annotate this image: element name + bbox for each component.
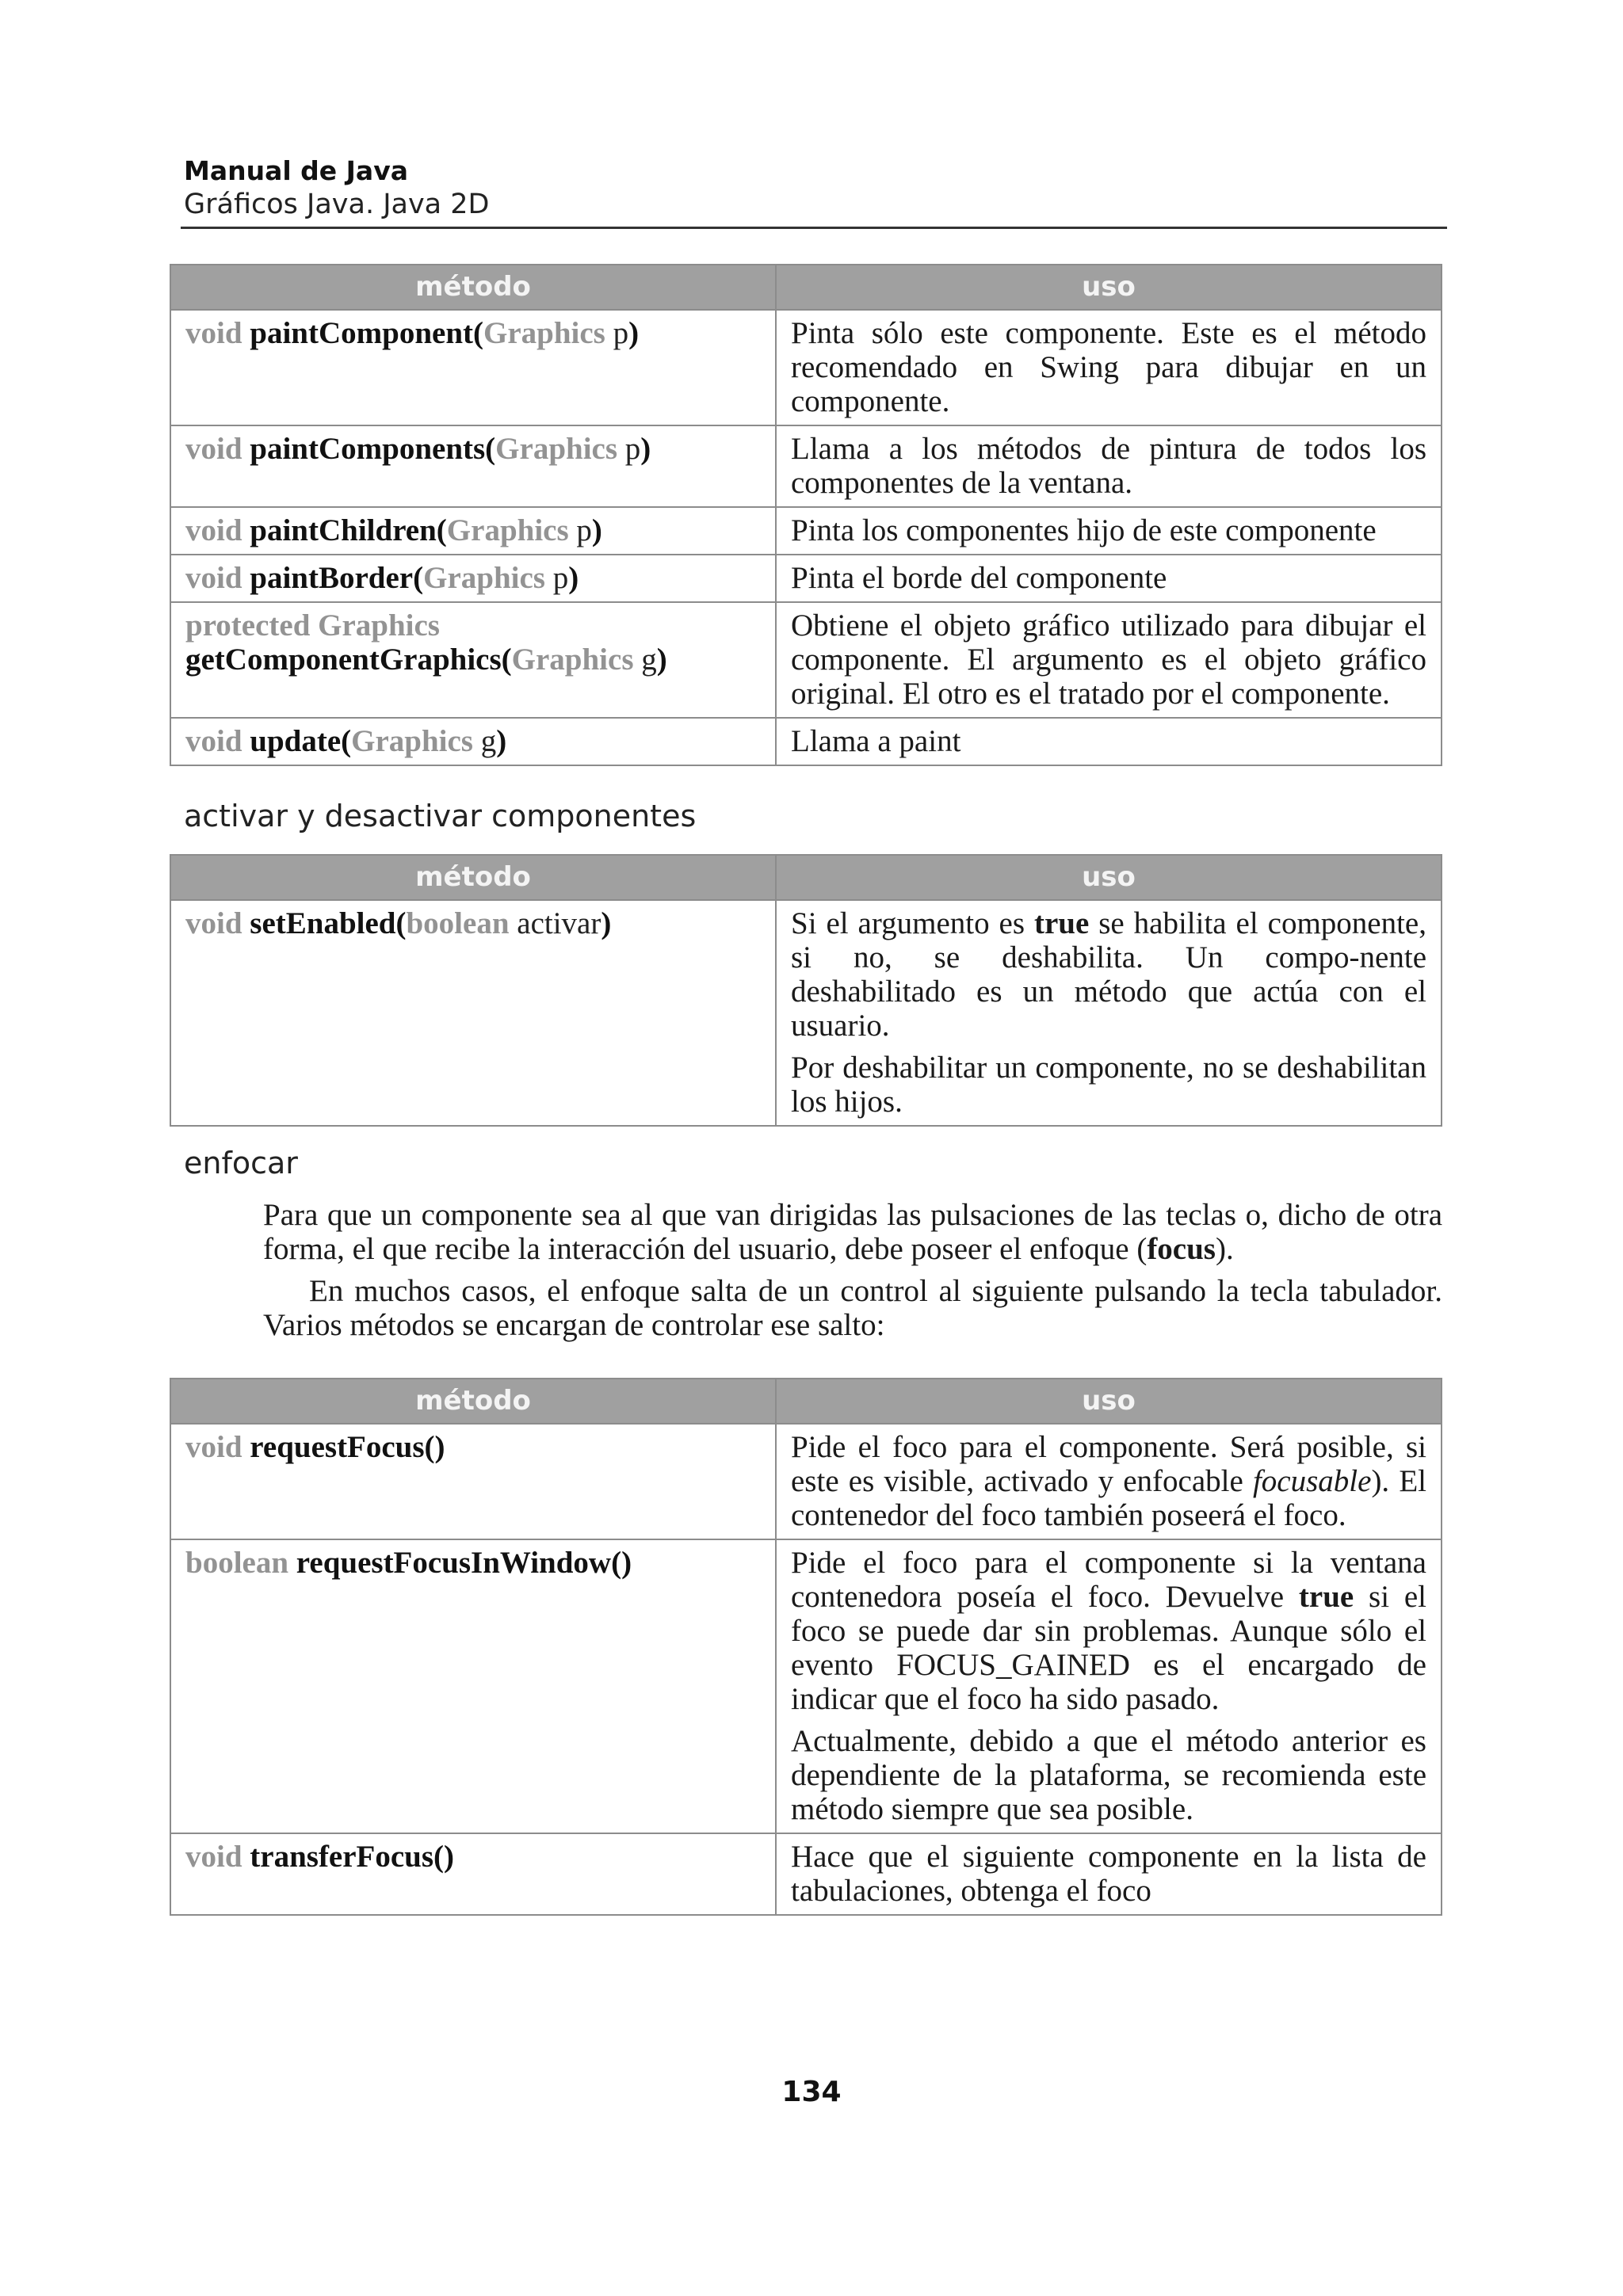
method-signature: void paintBorder(Graphics p): [170, 555, 776, 602]
section-heading-enable: activar y desactivar componentes: [184, 799, 697, 833]
table-row: [170, 310, 1442, 425]
chapter-title: Gráficos Java. Java 2D: [184, 189, 490, 220]
section-heading-focus: enfocar: [184, 1146, 298, 1180]
column-header-usage: uso: [776, 1379, 1442, 1424]
table-row: [170, 1539, 1442, 1833]
method-usage: Obtiene el objeto gráfico utilizado para dibujar el componente. El argumento es el objeto gráfico original. El otro es el tratado por el componente.: [776, 602, 1442, 718]
method-usage: Pinta sólo este componente. Este es el método recomendado en Swing para dibujar en un componente.: [776, 310, 1442, 425]
method-usage: Si el argumento es true se habilita el componente, si no, se deshabilita. Un compo-nente deshabilitado es un método que actúa con el usuario. Por deshabilitar un componente, no se deshabilitan los hijos.: [776, 900, 1442, 1126]
paragraph: En muchos casos, el enfoque salta de un control al siguiente pulsando la tecla tabulador. Varios métodos se encargan de controlar ese salto:: [263, 1274, 1442, 1342]
book-title: Manual de Java: [184, 155, 408, 186]
table-row: [170, 602, 1442, 718]
method-signature: void requestFocus(): [170, 1424, 776, 1539]
table-row: [170, 1833, 1442, 1915]
page-number: 134: [781, 2076, 842, 2108]
method-usage: Llama a paint: [776, 718, 1442, 765]
table-row: [170, 718, 1442, 765]
table-row: [170, 900, 1442, 1126]
focus-intro-text: [263, 1198, 1442, 1342]
column-header-method: método: [170, 265, 776, 310]
column-header-method: método: [170, 855, 776, 900]
method-usage: Hace que el siguiente componente en la lista de tabulaciones, obtenga el foco: [776, 1833, 1442, 1915]
method-usage: Pide el foco para el componente. Será posible, si este es visible, activado y enfocable focusable). El contenedor del foco también poseerá el foco.: [776, 1424, 1442, 1539]
table-row: [170, 555, 1442, 602]
method-usage: Pinta los componentes hijo de este componente: [776, 507, 1442, 555]
method-signature: void paintComponent(Graphics p): [170, 310, 776, 425]
method-usage: Pide el foco para el componente si la ventana contenedora poseía el foco. Devuelve true si el foco se puede dar sin problemas. Aunque sólo el evento FOCUS_GAINED es el encargado de indicar que el foco ha sido pasado. Actualmente, debido a que el método anterior es dependiente de la plataforma, se recomienda este método siempre que sea posible.: [776, 1539, 1442, 1833]
method-signature: void paintComponents(Graphics p): [170, 425, 776, 507]
method-signature: boolean requestFocusInWindow(): [170, 1539, 776, 1833]
enable-methods-table: [170, 854, 1442, 1127]
method-signature: void transferFocus(): [170, 1833, 776, 1915]
table-row: [170, 507, 1442, 555]
column-header-usage: uso: [776, 265, 1442, 310]
table-header-row: [170, 855, 1442, 900]
table-header-row: [170, 1379, 1442, 1424]
table-row: [170, 425, 1442, 507]
focus-methods-table: [170, 1378, 1442, 1916]
column-header-method: método: [170, 1379, 776, 1424]
paragraph: Para que un componente sea al que van dirigidas las pulsaciones de las teclas o, dicho de otra forma, el que recibe la interacción del usuario, debe poseer el enfoque (focus).: [263, 1198, 1442, 1266]
method-signature: void paintChildren(Graphics p): [170, 507, 776, 555]
header-divider: [181, 227, 1447, 229]
method-usage: Llama a los métodos de pintura de todos los componentes de la ventana.: [776, 425, 1442, 507]
table-row: [170, 1424, 1442, 1539]
column-header-usage: uso: [776, 855, 1442, 900]
table-header-row: [170, 265, 1442, 310]
method-usage: Pinta el borde del componente: [776, 555, 1442, 602]
page-header: [184, 155, 1447, 222]
method-signature: protected Graphics getComponentGraphics(Graphics g): [170, 602, 776, 718]
method-signature: void update(Graphics g): [170, 718, 776, 765]
paint-methods-table: [170, 264, 1442, 766]
method-signature: void setEnabled(boolean activar): [170, 900, 776, 1126]
